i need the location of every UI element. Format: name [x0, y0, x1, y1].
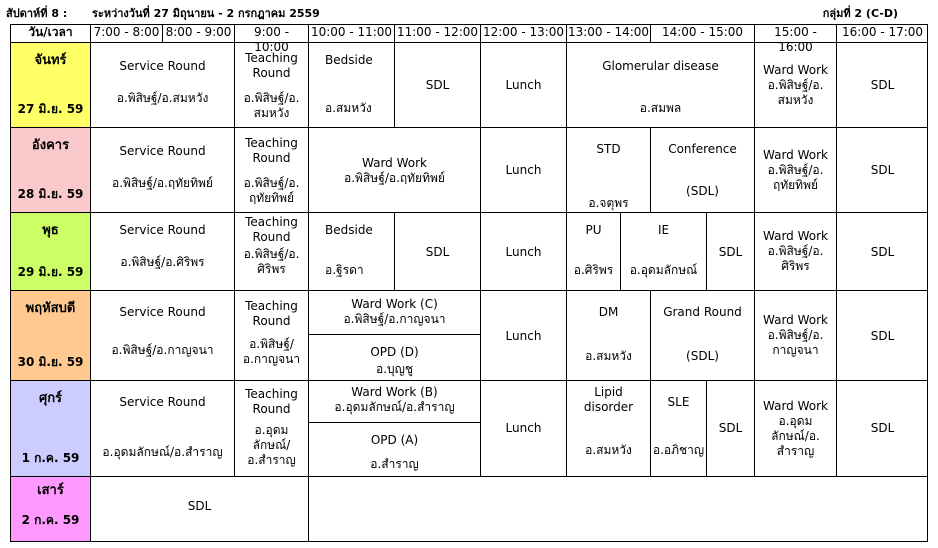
mon-glomerular	[566, 42, 754, 127]
session-title: Service Round	[119, 144, 206, 158]
wed-service-round	[90, 212, 234, 290]
session-title: SLE	[667, 395, 690, 409]
time-header: 13:00 - 14:00	[566, 24, 650, 42]
wed-ie	[620, 212, 706, 290]
tue-conference	[650, 127, 754, 212]
time-header: 9:00 - 10:00	[234, 24, 308, 42]
fri-teaching-round	[234, 380, 308, 476]
session-staff: อ.สมหวัง	[585, 349, 632, 363]
session-title: SDL	[870, 163, 895, 177]
tue-sdl	[836, 127, 928, 212]
session-title: Lunch	[505, 78, 542, 92]
mon-ward-work	[754, 42, 836, 127]
thu-teaching-round	[234, 290, 308, 380]
day-name: เสาร์	[37, 483, 64, 498]
tue-teaching-round	[234, 127, 308, 212]
day-date: 30 มิ.ย. 59	[17, 355, 84, 369]
session-title: Teaching Round	[245, 387, 298, 416]
thu-service-round	[90, 290, 234, 380]
session-title: Ward Work	[763, 313, 828, 327]
time-header: 8:00 - 9:00	[162, 24, 234, 42]
tue-ward-work-late	[754, 127, 836, 212]
group-label: กลุ่มที่ 2 (C-D)	[822, 7, 898, 20]
fri-lunch	[480, 380, 566, 476]
session-staff: อ.พิสิษฐ์/อ.กาญจนา	[343, 312, 446, 326]
thu-ward-work	[754, 290, 836, 380]
session-staff: อ.สำราญ	[370, 457, 419, 471]
session-staff: อ.พิสิษฐ์/ อ.กาญจนา	[242, 337, 301, 366]
week-label: สัปดาห์ที่ 8 :	[6, 7, 68, 20]
session-staff: อ.พิสิษฐ์/อ.ฤทัยทิพย์	[344, 171, 445, 185]
session-staff: อ.สมพล	[639, 101, 682, 115]
session-staff: อ.พิสิษฐ์/อ.ศิริพร	[120, 255, 205, 269]
session-title: Ward Work	[763, 399, 828, 413]
session-staff: อ.อุดม ลักษณ์/ อ.สำราญ	[247, 423, 296, 467]
session-title: Service Round	[119, 59, 206, 73]
tue-lunch	[480, 127, 566, 212]
session-title: Ward Work	[763, 229, 828, 243]
session-title: IE	[657, 223, 670, 237]
mon-service-round	[90, 42, 234, 127]
day-friday	[10, 380, 90, 476]
thu-dm	[566, 290, 650, 380]
session-title: STD	[596, 142, 621, 156]
fri-service-round	[90, 380, 234, 476]
wed-lunch	[480, 212, 566, 290]
corner-header: วัน/เวลา	[10, 24, 90, 42]
mon-bedside	[308, 42, 394, 127]
session-title: Ward Work	[763, 63, 828, 77]
session-staff: อ.พิสิษฐ์/อ.ฤทัยทิพย์	[112, 176, 213, 190]
session-title: SDL	[870, 245, 895, 259]
thu-grand-round	[650, 290, 754, 380]
session-staff: อ.พิสิษฐ์/อ. ศิริพร	[243, 247, 300, 276]
session-title: SDL	[187, 499, 212, 513]
wed-pu	[566, 212, 620, 290]
wed-teaching-round	[234, 212, 308, 290]
wed-ward-work	[754, 212, 836, 290]
time-header: 10:00 - 11:00	[308, 24, 394, 42]
session-staff: อ.พิสิษฐ์/อ. ฤทัยทิพย์	[767, 163, 824, 192]
session-staff: อ.ศิริพร	[573, 263, 614, 277]
session-staff: อ.บุญชู	[375, 362, 413, 376]
tue-std	[566, 127, 650, 212]
day-date: 28 มิ.ย. 59	[17, 187, 84, 201]
time-header: 16:00 - 17:00	[836, 24, 928, 42]
session-title: Ward Work (C)	[351, 297, 438, 311]
time-header: 15:00 - 16:00	[754, 24, 836, 42]
mon-sdl-late	[836, 42, 928, 127]
day-saturday	[10, 476, 90, 542]
day-name: พฤหัสบดี	[25, 301, 76, 316]
session-title: Lunch	[505, 421, 542, 435]
session-staff: อ.พิสิษฐ์/อ. ฤทัยทิพย์	[243, 176, 300, 205]
session-title: Ward Work (B)	[351, 385, 438, 399]
day-name: พุธ	[42, 223, 59, 238]
day-date: 2 ก.ค. 59	[21, 513, 80, 527]
session-staff: อ.พิสิษฐ์/อ. กาญจนา	[767, 328, 824, 357]
session-staff: อ.พิสิษฐ์/อ. ศิริพร	[767, 244, 824, 273]
time-header: 7:00 - 8:00	[90, 24, 162, 42]
day-tuesday	[10, 127, 90, 212]
session-staff: อ.พิสิษฐ์/อ.สมหวัง	[116, 91, 209, 105]
session-title: Service Round	[119, 305, 206, 319]
session-staff: อ.อุดมลักษณ์/อ.สำราญ	[334, 400, 455, 414]
session-staff: อ.อุดมลักษณ์	[629, 263, 698, 277]
session-title: Conference	[668, 142, 737, 156]
session-title: SDL	[718, 421, 743, 435]
session-staff: อ.สมหวัง	[325, 101, 372, 115]
time-header: 11:00 - 12:00	[394, 24, 480, 42]
thu-opd-d	[308, 334, 480, 380]
day-date: 1 ก.ค. 59	[21, 451, 80, 465]
thu-lunch	[480, 290, 566, 380]
session-title: Lunch	[505, 163, 542, 177]
date-range: ระหว่างวันที่ 27 มิถุนายน - 2 กรกฎาคม 2559	[92, 7, 320, 20]
sat-sdl	[90, 476, 308, 542]
day-name: จันทร์	[34, 53, 67, 68]
session-title: PU	[585, 223, 602, 237]
day-monday	[10, 42, 90, 127]
schedule-table	[10, 24, 928, 542]
session-title: SDL	[870, 421, 895, 435]
fri-lipid-disorder	[566, 380, 650, 476]
mon-teaching-round	[234, 42, 308, 127]
thu-sdl	[836, 290, 928, 380]
mon-lunch	[480, 42, 566, 127]
session-title: SDL	[425, 245, 450, 259]
sat-empty	[308, 476, 928, 542]
session-title: Bedside	[325, 53, 373, 67]
fri-ward-work-b	[308, 380, 480, 422]
session-staff: อ.พิสิษฐ์/อ.กาญจนา	[111, 343, 214, 357]
session-title: Teaching Round	[245, 51, 298, 80]
session-title: SDL	[425, 78, 450, 92]
day-name: ศุกร์	[38, 391, 63, 406]
fri-sdl-late	[836, 380, 928, 476]
session-title: Grand Round	[663, 305, 742, 319]
time-header: 12:00 - 13:00	[480, 24, 566, 42]
time-header: 14:00 - 15:00	[650, 24, 754, 42]
wed-sdl	[394, 212, 480, 290]
session-title: SDL	[718, 245, 743, 259]
session-staff: อ.อุดมลักษณ์/อ.สำราญ	[102, 445, 223, 459]
fri-opd-a	[308, 422, 480, 476]
session-staff: อ.อุดม ลักษณ์/อ. สำราญ	[771, 414, 820, 458]
session-title: Bedside	[325, 223, 373, 237]
session-title: SDL	[870, 329, 895, 343]
day-name: อังคาร	[31, 138, 70, 153]
session-staff: อ.พิสิษฐ์/อ. สมหวัง	[243, 91, 300, 120]
day-wednesday	[10, 212, 90, 290]
session-title: Teaching Round	[245, 299, 298, 328]
tue-ward-work	[308, 127, 480, 212]
session-title: Ward Work	[362, 156, 427, 170]
session-title: Lunch	[505, 329, 542, 343]
session-title: Lunch	[505, 245, 542, 259]
session-note: (SDL)	[686, 349, 719, 363]
session-title: OPD (D)	[370, 345, 419, 359]
session-title: DM	[598, 305, 619, 319]
wed-sdl-late	[836, 212, 928, 290]
tue-service-round	[90, 127, 234, 212]
fri-ward-work	[754, 380, 836, 476]
session-title: Ward Work	[763, 148, 828, 162]
session-title: Teaching Round	[245, 136, 298, 165]
session-staff: อ.จตุพร	[588, 196, 629, 210]
fri-sle	[650, 380, 706, 476]
day-date: 27 มิ.ย. 59	[17, 102, 84, 116]
session-title: Lipid disorder	[583, 385, 634, 414]
mon-sdl	[394, 42, 480, 127]
session-title: Service Round	[119, 395, 206, 409]
session-title: Teaching Round	[245, 215, 298, 244]
fri-sdl	[706, 380, 754, 476]
session-note: (SDL)	[686, 184, 719, 198]
day-thursday	[10, 290, 90, 380]
day-date: 29 มิ.ย. 59	[17, 265, 84, 279]
session-title: OPD (A)	[370, 433, 419, 447]
wed-bedside	[308, 212, 394, 290]
session-staff: อ.พิสิษฐ์/อ. สมหวัง	[767, 78, 824, 107]
session-staff: อ.สมหวัง	[585, 443, 632, 457]
thu-ward-work-c	[308, 290, 480, 334]
session-title: Service Round	[119, 223, 206, 237]
session-staff: อ.อภิชาญ	[652, 443, 705, 457]
session-staff: อ.ฐิรดา	[325, 263, 364, 277]
session-title: SDL	[870, 78, 895, 92]
session-title: Glomerular disease	[602, 59, 719, 73]
wed-sdl-afternoon	[706, 212, 754, 290]
